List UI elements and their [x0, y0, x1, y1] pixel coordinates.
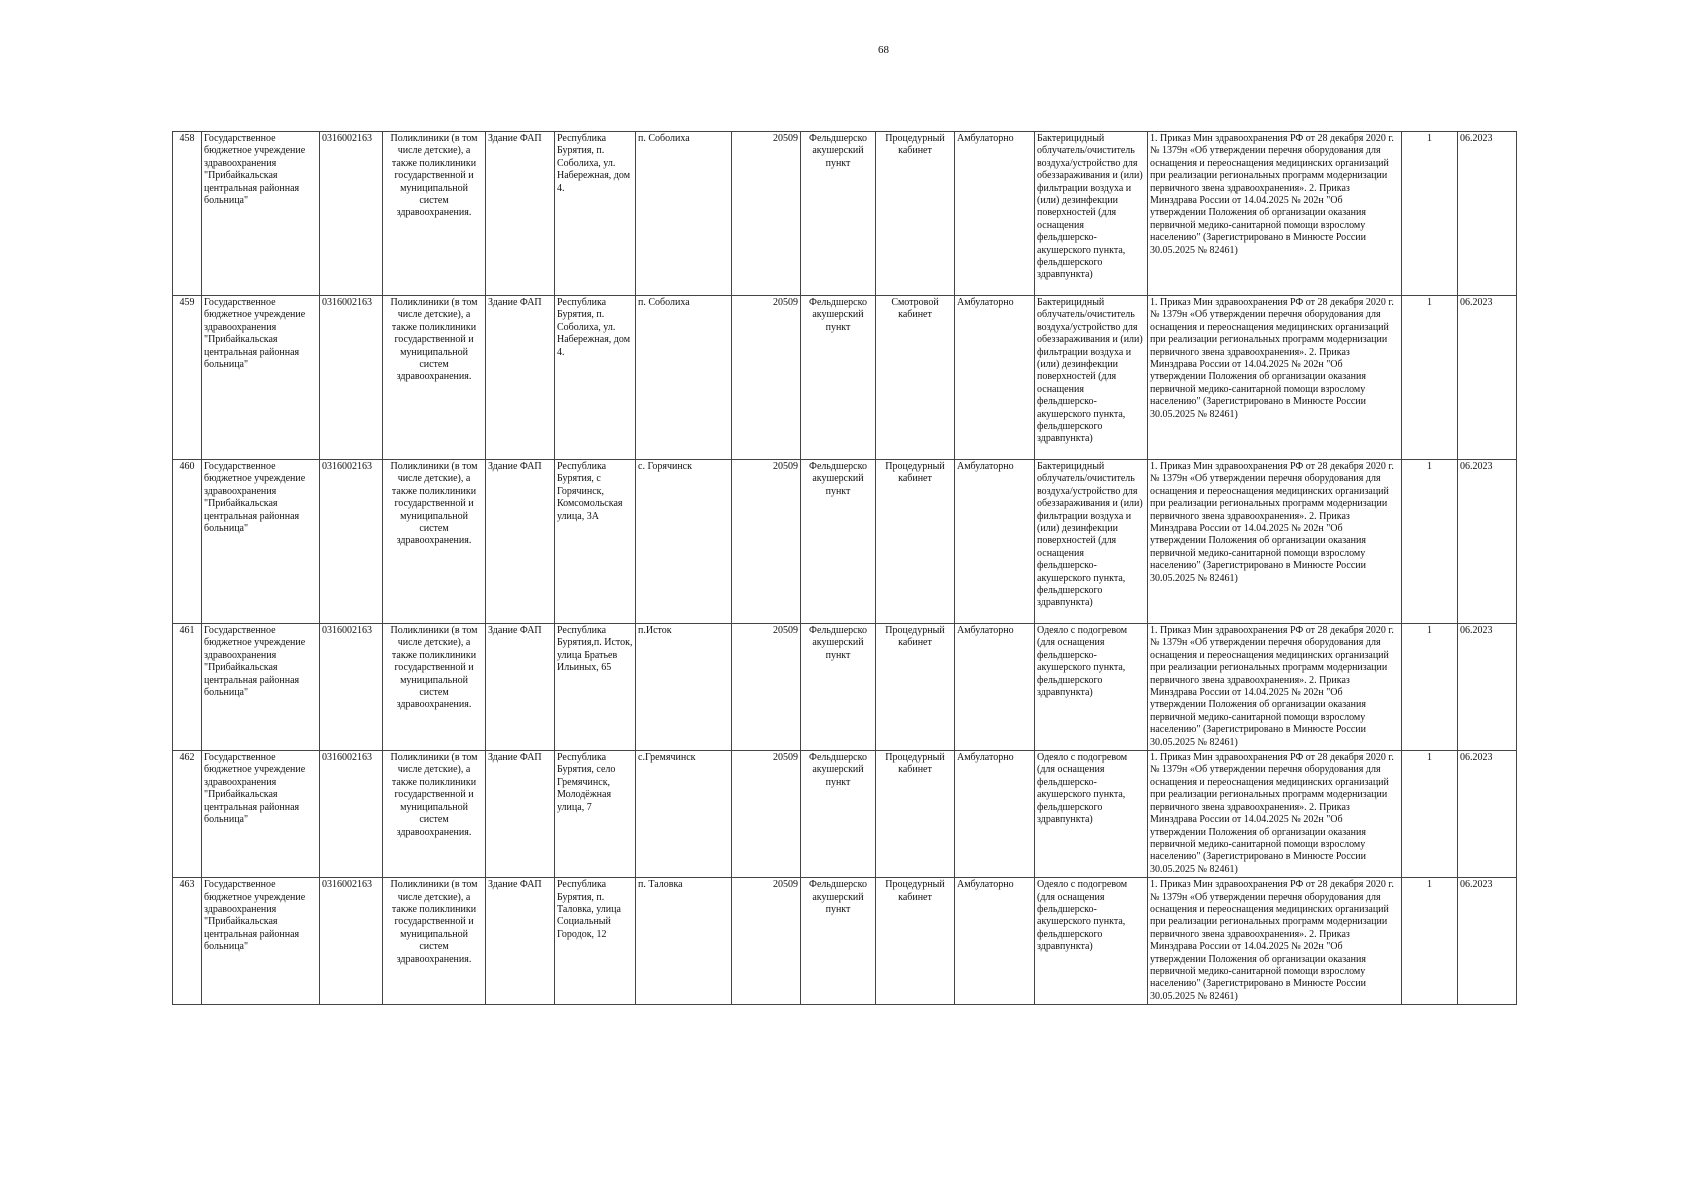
care-mode-cell: Амбулаторно — [955, 751, 1035, 878]
legal-basis-cell: 1. Приказ Мин здравоохранения РФ от 28 декабря 2020 г. № 1379н «Об утверждении перечня оборудования для оснащения и переоснащения медицинских организаций при реализации региональных программ модернизации первичного звена здравоохранения». 2. Приказ Минздрава России от 14.04.2025 № 202н "Об утверждении Положения об организации оказания первичной медико-санитарной помощи взрослому населению" (Зарегистрировано в Минюсте России 30.05.2025 № 82461) — [1148, 751, 1402, 878]
legal-basis-cell: 1. Приказ Мин здравоохранения РФ от 28 декабря 2020 г. № 1379н «Об утверждении перечня оборудования для оснащения и переоснащения медицинских организаций при реализации региональных программ модернизации первичного звена здравоохранения». 2. Приказ Минздрава России от 14.04.2025 № 202н "Об утверждении Положения об организации оказания первичной медико-санитарной помощи взрослому населению" (Зарегистрировано в Минюсте России 30.05.2025 № 82461) — [1148, 296, 1402, 460]
legal-basis-cell: 1. Приказ Мин здравоохранения РФ от 28 декабря 2020 г. № 1379н «Об утверждении перечня оборудования для оснащения и переоснащения медицинских организаций при реализации региональных программ модернизации первичного звена здравоохранения». 2. Приказ Минздрава России от 14.04.2025 № 202н "Об утверждении Положения об организации оказания первичной медико-санитарной помощи взрослому населению" (Зарегистрировано в Минюсте России 30.05.2025 № 82461) — [1148, 460, 1402, 624]
inn-cell: 0316002163 — [320, 132, 383, 296]
care-mode-cell: Амбулаторно — [955, 460, 1035, 624]
facility-type-cell: Поликлиники (в том числе детские), а также поликлиники государственной и муниципальной систем здравоохранения. — [383, 460, 486, 624]
table-row — [173, 624, 1517, 751]
table-row — [173, 460, 1517, 624]
facility-type-cell: Поликлиники (в том числе детские), а также поликлиники государственной и муниципальной систем здравоохранения. — [383, 751, 486, 878]
row-number: 459 — [173, 296, 202, 460]
facility-type-cell: Поликлиники (в том числе детские), а также поликлиники государственной и муниципальной систем здравоохранения. — [383, 296, 486, 460]
date-cell: 06.2023 — [1458, 751, 1517, 878]
code-cell: 20509 — [732, 460, 801, 624]
row-number: 462 — [173, 751, 202, 878]
quantity-cell: 1 — [1402, 132, 1458, 296]
equipment-cell: Одеяло с подогревом (для оснащения фельдшерско-акушерского пункта, фельдшерского здравпункта) — [1035, 751, 1148, 878]
room-cell: Процедурный кабинет — [876, 878, 955, 1005]
address-cell: Республика Бурятия, с Горячинск, Комсомольская улица, 3А — [555, 460, 636, 624]
organization-cell: Государственное бюджетное учреждение здравоохранения "Прибайкальская центральная районная больница" — [202, 624, 320, 751]
table-row — [173, 296, 1517, 460]
row-number: 460 — [173, 460, 202, 624]
code-cell: 20509 — [732, 624, 801, 751]
address-cell: Республика Бурятия, п. Соболиха, ул. Набережная, дом 4. — [555, 296, 636, 460]
facility-type-cell: Поликлиники (в том числе детские), а также поликлиники государственной и муниципальной систем здравоохранения. — [383, 624, 486, 751]
building-cell: Здание ФАП — [486, 460, 555, 624]
organization-cell: Государственное бюджетное учреждение здравоохранения "Прибайкальская центральная районная больница" — [202, 132, 320, 296]
quantity-cell: 1 — [1402, 460, 1458, 624]
room-cell: Процедурный кабинет — [876, 132, 955, 296]
equipment-table — [172, 131, 1517, 1005]
organization-cell: Государственное бюджетное учреждение здравоохранения "Прибайкальская центральная районная больница" — [202, 751, 320, 878]
legal-basis-cell: 1. Приказ Мин здравоохранения РФ от 28 декабря 2020 г. № 1379н «Об утверждении перечня оборудования для оснащения и переоснащения медицинских организаций при реализации региональных программ модернизации первичного звена здравоохранения». 2. Приказ Минздрава России от 14.04.2025 № 202н "Об утверждении Положения об организации оказания первичной медико-санитарной помощи взрослому населению" (Зарегистрировано в Минюсте России 30.05.2025 № 82461) — [1148, 624, 1402, 751]
date-cell: 06.2023 — [1458, 132, 1517, 296]
inn-cell: 0316002163 — [320, 296, 383, 460]
building-cell: Здание ФАП — [486, 132, 555, 296]
unit-cell: Фельдшерско акушерский пункт — [801, 460, 876, 624]
table-body — [173, 132, 1517, 1005]
room-cell: Смотровой кабинет — [876, 296, 955, 460]
table-row — [173, 751, 1517, 878]
inn-cell: 0316002163 — [320, 751, 383, 878]
quantity-cell: 1 — [1402, 751, 1458, 878]
room-cell: Процедурный кабинет — [876, 751, 955, 878]
building-cell: Здание ФАП — [486, 296, 555, 460]
unit-cell: Фельдшерско акушерский пункт — [801, 878, 876, 1005]
facility-type-cell: Поликлиники (в том числе детские), а также поликлиники государственной и муниципальной систем здравоохранения. — [383, 878, 486, 1005]
unit-cell: Фельдшерско акушерский пункт — [801, 624, 876, 751]
room-cell: Процедурный кабинет — [876, 460, 955, 624]
organization-cell: Государственное бюджетное учреждение здравоохранения "Прибайкальская центральная районная больница" — [202, 878, 320, 1005]
equipment-cell: Одеяло с подогревом (для оснащения фельдшерско-акушерского пункта, фельдшерского здравпункта) — [1035, 878, 1148, 1005]
care-mode-cell: Амбулаторно — [955, 132, 1035, 296]
inn-cell: 0316002163 — [320, 878, 383, 1005]
building-cell: Здание ФАП — [486, 624, 555, 751]
legal-basis-cell: 1. Приказ Мин здравоохранения РФ от 28 декабря 2020 г. № 1379н «Об утверждении перечня оборудования для оснащения и переоснащения медицинских организаций при реализации региональных программ модернизации первичного звена здравоохранения». 2. Приказ Минздрава России от 14.04.2025 № 202н "Об утверждении Положения об организации оказания первичной медико-санитарной помощи взрослому населению" (Зарегистрировано в Минюсте России 30.05.2025 № 82461) — [1148, 132, 1402, 296]
locality-cell: п. Таловка — [636, 878, 732, 1005]
care-mode-cell: Амбулаторно — [955, 624, 1035, 751]
date-cell: 06.2023 — [1458, 296, 1517, 460]
organization-cell: Государственное бюджетное учреждение здравоохранения "Прибайкальская центральная районная больница" — [202, 296, 320, 460]
locality-cell: п. Соболиха — [636, 132, 732, 296]
equipment-cell: Бактерицидный облучатель/очиститель воздуха/устройство для обеззараживания и (или) фильтрации воздуха и (или) дезинфекции поверхностей (для оснащения фельдшерско-акушерского пункта, фельдшерского здравпункта) — [1035, 132, 1148, 296]
facility-type-cell: Поликлиники (в том числе детские), а также поликлиники государственной и муниципальной систем здравоохранения. — [383, 132, 486, 296]
address-cell: Республика Бурятия, село Гремячинск, Молодёжная улица, 7 — [555, 751, 636, 878]
unit-cell: Фельдшерско акушерский пункт — [801, 296, 876, 460]
equipment-cell: Бактерицидный облучатель/очиститель воздуха/устройство для обеззараживания и (или) фильтрации воздуха и (или) дезинфекции поверхностей (для оснащения фельдшерско-акушерского пункта, фельдшерского здравпункта) — [1035, 460, 1148, 624]
locality-cell: с.Гремячинск — [636, 751, 732, 878]
room-cell: Процедурный кабинет — [876, 624, 955, 751]
inn-cell: 0316002163 — [320, 624, 383, 751]
quantity-cell: 1 — [1402, 878, 1458, 1005]
table-row — [173, 878, 1517, 1005]
code-cell: 20509 — [732, 296, 801, 460]
code-cell: 20509 — [732, 132, 801, 296]
locality-cell: с. Горячинск — [636, 460, 732, 624]
care-mode-cell: Амбулаторно — [955, 878, 1035, 1005]
equipment-cell: Бактерицидный облучатель/очиститель воздуха/устройство для обеззараживания и (или) фильтрации воздуха и (или) дезинфекции поверхностей (для оснащения фельдшерско-акушерского пункта, фельдшерского здравпункта) — [1035, 296, 1148, 460]
quantity-cell: 1 — [1402, 624, 1458, 751]
code-cell: 20509 — [732, 751, 801, 878]
care-mode-cell: Амбулаторно — [955, 296, 1035, 460]
building-cell: Здание ФАП — [486, 751, 555, 878]
building-cell: Здание ФАП — [486, 878, 555, 1005]
locality-cell: п. Соболиха — [636, 296, 732, 460]
date-cell: 06.2023 — [1458, 878, 1517, 1005]
equipment-cell: Одеяло с подогревом (для оснащения фельдшерско-акушерского пункта, фельдшерского здравпункта) — [1035, 624, 1148, 751]
inn-cell: 0316002163 — [320, 460, 383, 624]
table-row — [173, 132, 1517, 296]
date-cell: 06.2023 — [1458, 460, 1517, 624]
page-number: 68 — [878, 44, 889, 56]
row-number: 463 — [173, 878, 202, 1005]
unit-cell: Фельдшерско акушерский пункт — [801, 132, 876, 296]
address-cell: Республика Бурятия,п. Исток, улица Братьев Ильиных, 65 — [555, 624, 636, 751]
row-number: 458 — [173, 132, 202, 296]
code-cell: 20509 — [732, 878, 801, 1005]
locality-cell: п.Исток — [636, 624, 732, 751]
address-cell: Республика Бурятия, п. Соболиха, ул. Набережная, дом 4. — [555, 132, 636, 296]
organization-cell: Государственное бюджетное учреждение здравоохранения "Прибайкальская центральная районная больница" — [202, 460, 320, 624]
legal-basis-cell: 1. Приказ Мин здравоохранения РФ от 28 декабря 2020 г. № 1379н «Об утверждении перечня оборудования для оснащения и переоснащения медицинских организаций при реализации региональных программ модернизации первичного звена здравоохранения». 2. Приказ Минздрава России от 14.04.2025 № 202н "Об утверждении Положения об организации оказания первичной медико-санитарной помощи взрослому населению" (Зарегистрировано в Минюсте России 30.05.2025 № 82461) — [1148, 878, 1402, 1005]
row-number: 461 — [173, 624, 202, 751]
quantity-cell: 1 — [1402, 296, 1458, 460]
unit-cell: Фельдшерско акушерский пункт — [801, 751, 876, 878]
address-cell: Республика Бурятия, п. Таловка, улица Социальный Городок, 12 — [555, 878, 636, 1005]
date-cell: 06.2023 — [1458, 624, 1517, 751]
